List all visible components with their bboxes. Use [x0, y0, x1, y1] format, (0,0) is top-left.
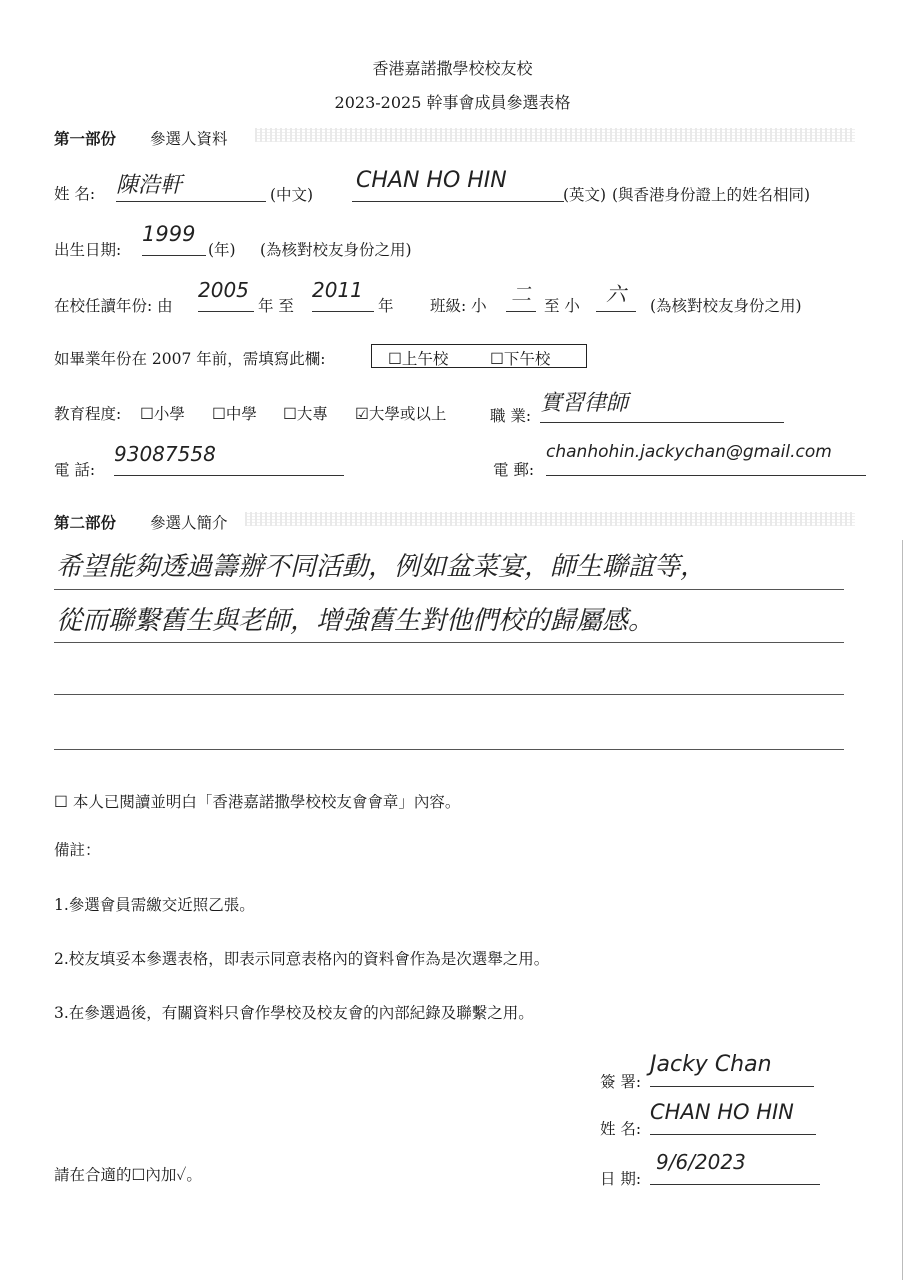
form-subtitle: 2023-2025 幹事會成員參選表格: [334, 93, 571, 112]
job-field[interactable]: [540, 386, 784, 423]
declaration-checkbox[interactable]: ☐ 本人已閱讀並明白「香港嘉諾撒學校校友會會章」內容。: [54, 793, 461, 811]
class-note: (為核對校友身份之用): [650, 297, 802, 315]
form-title: 香港嘉諾撒學校校友校: [372, 59, 533, 78]
years-label: 在校任讀年份: 由: [54, 297, 173, 315]
phone-value: 93087558: [114, 442, 216, 466]
email-field[interactable]: [546, 442, 866, 476]
years-to-field[interactable]: [312, 278, 374, 312]
name-cn-value: 陳浩軒: [116, 173, 183, 198]
edu-primary-checkbox[interactable]: ☐小學: [140, 405, 185, 423]
grad-afternoon-checkbox[interactable]: ☐下午校: [490, 350, 551, 368]
part1-subheading: 參選人資料: [150, 130, 228, 148]
date-field[interactable]: [650, 1150, 820, 1185]
email-label: 電 郵:: [493, 461, 535, 479]
scan-noise: [255, 128, 855, 142]
note-1: 1.參選會員需繳交近照乙張。: [54, 896, 255, 914]
note-2: 2.校友填妥本參選表格，即表示同意表格內的資料會作為是次選舉之用。: [54, 950, 550, 968]
class-from-value: 二: [511, 282, 531, 306]
dob-suffix: (年): [208, 241, 236, 259]
scan-noise-2: [245, 512, 855, 526]
name-cn-suffix: (中文): [270, 186, 314, 204]
name-en-suffix: (英文): [563, 186, 607, 204]
bio-rule-4: [54, 749, 844, 750]
class-to-field[interactable]: [596, 278, 636, 312]
name-en-value: CHAN HO HIN: [356, 168, 507, 193]
name-cn-field[interactable]: [116, 168, 266, 202]
phone-label: 電 話:: [54, 461, 96, 479]
dob-label: 出生日期:: [54, 241, 122, 259]
years-from-value: 2005: [198, 278, 249, 302]
years-to-value: 2011: [312, 278, 363, 302]
date-label: 日 期:: [600, 1170, 642, 1188]
grad-morning-checkbox[interactable]: ☐上午校: [388, 350, 449, 368]
years-mid: 年 至: [258, 297, 294, 315]
signname-field[interactable]: [650, 1100, 816, 1135]
class-mid: 至 小: [544, 297, 580, 315]
dob-field[interactable]: [142, 222, 206, 256]
job-value: 實習律師: [540, 391, 629, 416]
email-value: chanhohin.jackychan@gmail.com: [546, 442, 832, 462]
bio-rule-3: [54, 694, 844, 695]
part1-heading: 第一部份: [54, 129, 117, 148]
note-3: 3.在參選過後，有關資料只會作學校及校友會的內部紀錄及聯繫之用。: [54, 1004, 534, 1022]
bio-rule-2: [54, 642, 844, 643]
bio-rule-1: [54, 589, 844, 590]
scan-edge: [902, 540, 903, 1280]
years-from-field[interactable]: [198, 278, 254, 312]
class-label: 班級: 小: [430, 297, 487, 315]
tick-instruction: 請在合適的☐內加✓。: [54, 1166, 202, 1184]
remarks-label: 備註：: [54, 841, 101, 859]
phone-field[interactable]: [114, 442, 344, 476]
grad-label: 如畢業年份在 2007 年前，需填寫此欄:: [54, 350, 326, 368]
name-en-field[interactable]: [352, 168, 564, 202]
date-value: 9/6/2023: [656, 1150, 746, 1174]
dob-note: (為核對校友身份之用): [260, 241, 412, 259]
signname-label: 姓 名:: [600, 1120, 642, 1138]
dob-value: 1999: [142, 222, 196, 246]
years-suffix: 年: [378, 297, 394, 315]
edu-secondary-checkbox[interactable]: ☐中學: [212, 405, 257, 423]
signature-field[interactable]: [650, 1052, 814, 1087]
signname-value: CHAN HO HIN: [650, 1100, 794, 1124]
class-from-field[interactable]: [506, 278, 536, 312]
edu-college-checkbox[interactable]: ☐大專: [283, 405, 328, 423]
name-label: 姓 名:: [54, 185, 96, 203]
edu-university-checkbox[interactable]: ☑大學或以上: [355, 405, 447, 423]
bio-line-1: 希望能夠透過籌辦不同活動，例如盆菜宴，師生聯誼等，: [56, 552, 707, 582]
part2-subheading: 參選人簡介: [150, 514, 228, 532]
name-note: (與香港身份證上的姓名相同): [612, 186, 811, 204]
class-to-value: 六: [606, 282, 626, 306]
signature-value: Jacky Chan: [650, 1052, 772, 1077]
job-label: 職 業:: [490, 407, 532, 425]
part2-heading: 第二部份: [54, 513, 117, 532]
edu-label: 教育程度:: [54, 405, 122, 423]
bio-line-2: 從而聯繫舊生與老師，增強舊生對他們校的歸屬感。: [56, 606, 655, 636]
sign-label: 簽 署:: [600, 1073, 642, 1091]
